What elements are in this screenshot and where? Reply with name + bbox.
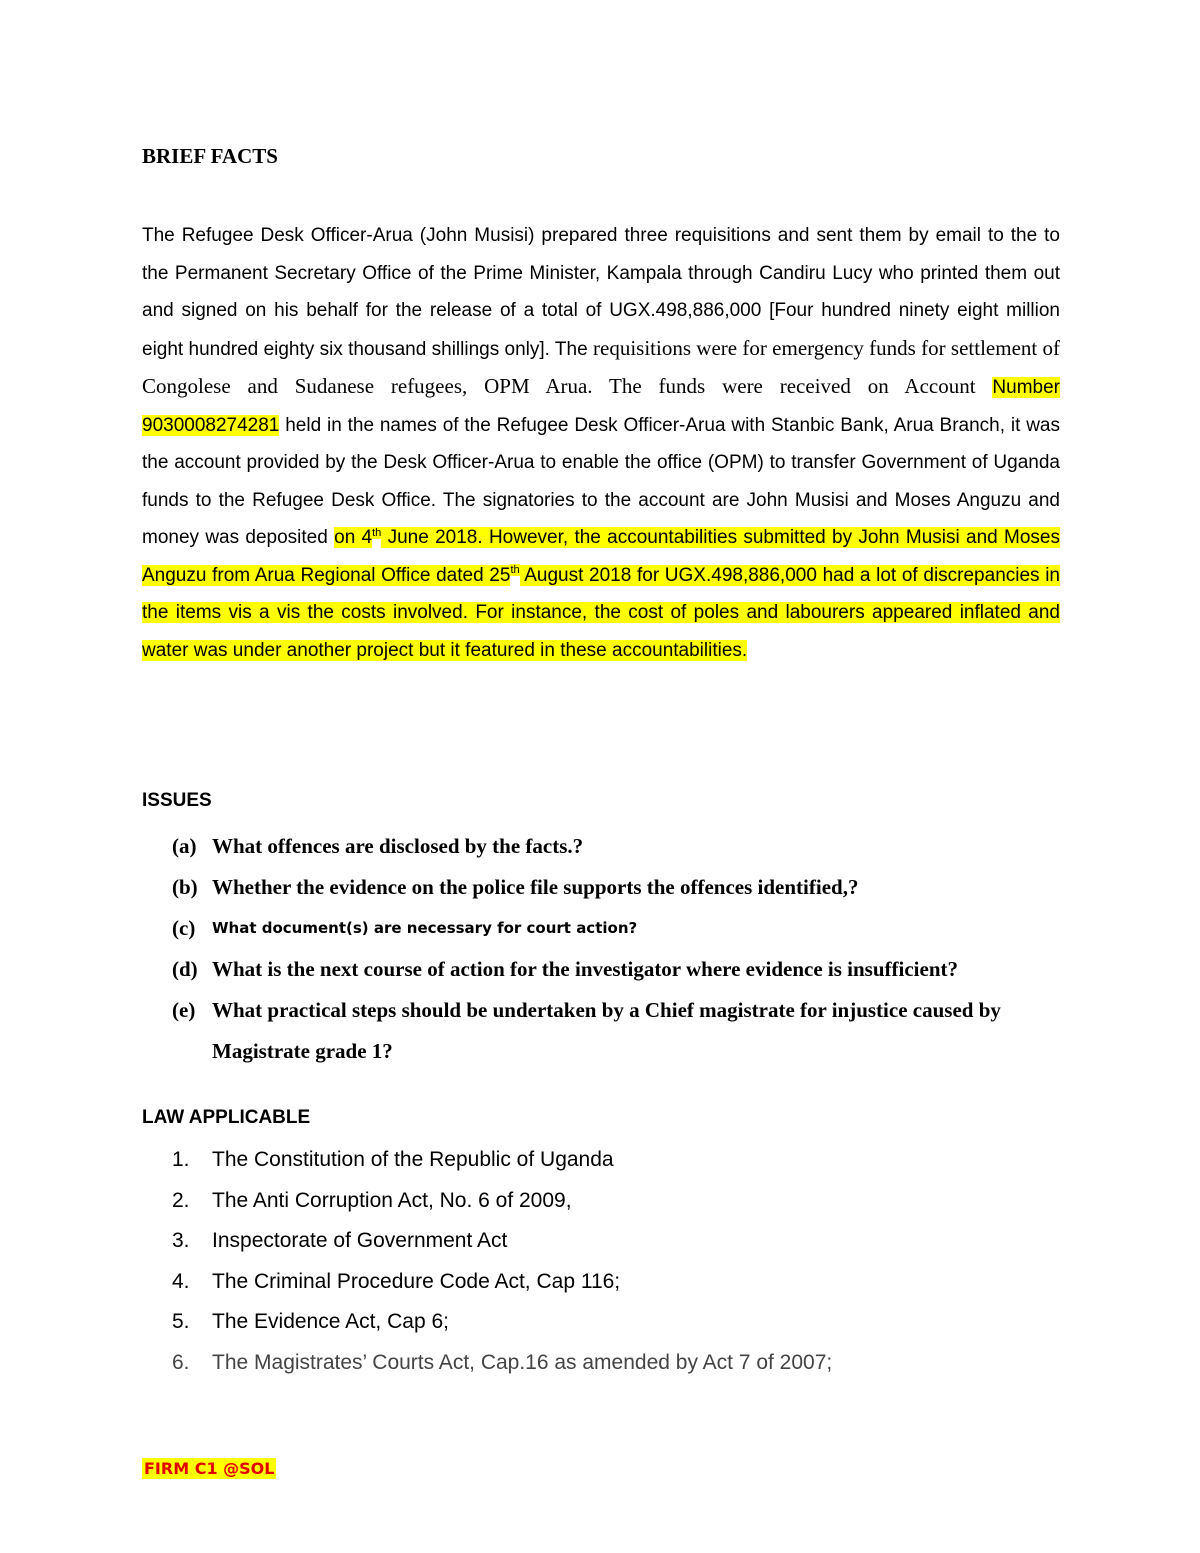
issue-item [172,990,1072,1072]
issue-item [172,908,1072,949]
issues-list [172,826,1072,1072]
firm-footer-label: FIRM C1 @SOL [144,1459,275,1478]
issue-item [172,867,1072,908]
issue-text: Whether the evidence on the police file supports the offences identified,? [212,875,859,899]
law-number: 4. [172,1269,190,1293]
law-text: The Anti Corruption Act, No. 6 of 2009, [212,1188,572,1212]
issue-marker: (b) [172,875,198,899]
discrepancies-highlight: August 2018 for UGX.498,886,000 had a lot of discrepancies in the items vis a vis the costs involved. For instance, the cost of poles and labourers appeared inflated and water was under another project but it featured in these accountabilities. [142,564,1060,661]
law-item [172,1140,1072,1181]
issue-marker: (e) [172,998,196,1022]
law-item [172,1302,1072,1343]
issue-text: What is the next course of action for the investigator where evidence is insufficient? [212,957,958,981]
brief-facts-heading: BRIEF FACTS [142,144,278,168]
law-number: 6. [172,1350,190,1374]
ordinal-suffix: th [372,526,382,539]
issue-text: What offences are disclosed by the facts.? [212,834,584,858]
law-text: Inspectorate of Government Act [212,1229,508,1253]
issue-text: What practical steps should be undertaken by a Chief magistrate for injustice caused by Magistrate grade 1? [212,998,1001,1063]
issue-marker: (d) [172,957,198,981]
facts-text-2: requisitions were for emergency funds for settlement of Congolese and Sudanese refugees, OPM Arua. The funds were received on Account [142,335,1061,398]
issues-heading: ISSUES [142,790,212,811]
law-list [172,1140,1072,1384]
law-number: 3. [172,1229,190,1253]
accountabilities-highlight: June 2018. However, the accountabilities submitted by John Musisi and Moses Anguzu from Arua Regional Office dated 25 [142,527,1060,586]
law-item [172,1343,1072,1384]
issue-item [172,826,1072,867]
law-text: The Constitution of the Republic of Uganda [212,1148,614,1171]
law-item [172,1181,1072,1222]
law-applicable-heading: LAW APPLICABLE [142,1107,311,1128]
issue-text: What document(s) are necessary for court action? [212,919,638,937]
law-text: The Magistrates’ Courts Act, Cap.16 as amended by Act 7 of 2007; [212,1350,833,1374]
law-item [172,1221,1072,1262]
law-number: 2. [172,1188,190,1212]
law-number: 5. [172,1310,190,1334]
issue-marker: (a) [172,834,197,858]
issue-marker: (c) [172,916,196,940]
issue-item [172,949,1072,990]
law-number: 1. [172,1148,190,1171]
account-number-highlight: Number 9030008274281 [142,377,1060,436]
facts-text-1: The Refugee Desk Officer-Arua (John Musisi) prepared three requisitions and sent them by email to the to the Permanent Secretary Office of the Prime Minister, Kampala through Candiru Lucy who printed them out and signed on his behalf for the release of a total of UGX.498,886,000 [Four hundred ninety eight million eight hundred eighty six thousand shillings only]. The [142,225,1060,360]
deposit-date-highlight: on 4 [334,527,373,548]
ordinal-suffix: th [510,564,520,577]
facts-text-3: held in the names of the Refugee Desk Officer-Arua with Stanbic Bank, Arua Branch, it was the account provided by the Desk Officer-Arua to enable the office (OPM) to transfer Government of Uganda funds to the Refugee Desk Office. The signatories to the account are John Musisi and Moses Anguzu and money was deposited [142,414,1060,548]
law-item [172,1262,1072,1303]
law-text: The Evidence Act, Cap 6; [212,1310,449,1334]
law-text: The Criminal Procedure Code Act, Cap 116; [212,1269,621,1293]
brief-facts-paragraph [142,217,1060,669]
